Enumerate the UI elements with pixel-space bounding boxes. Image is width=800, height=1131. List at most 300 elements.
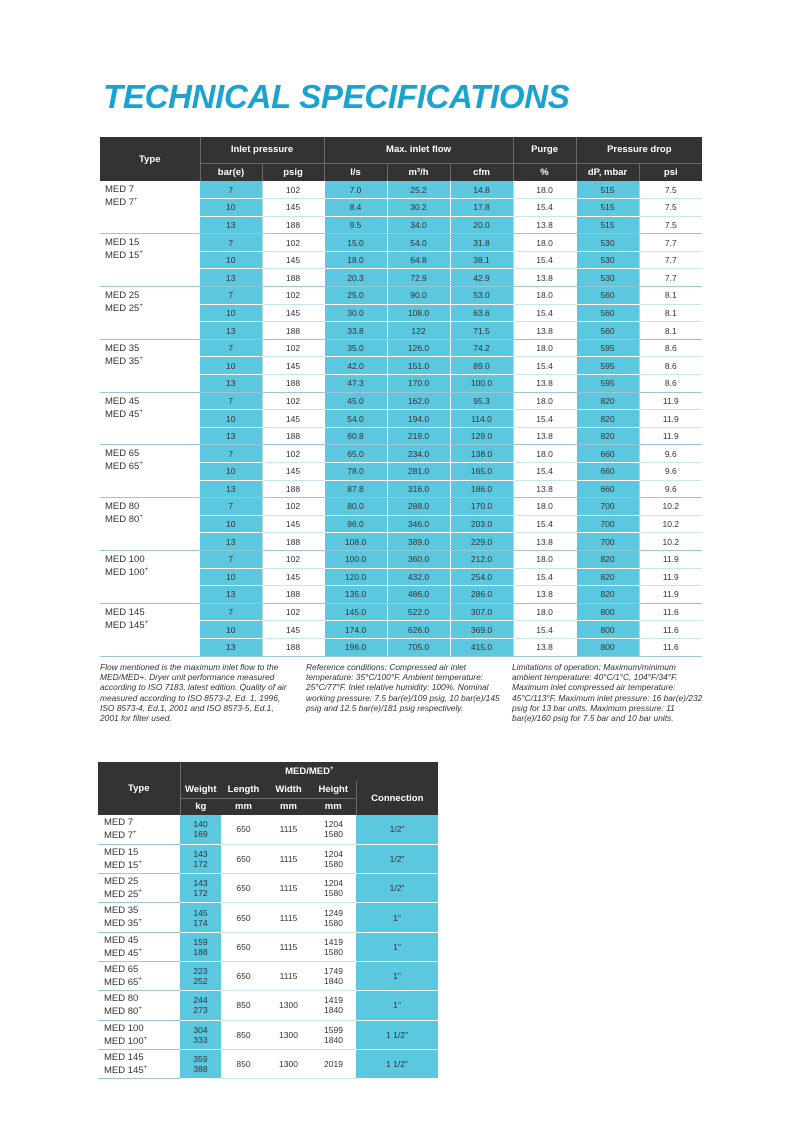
- connection-cell: 1 1/2": [356, 1020, 438, 1049]
- table-cell: 18.0: [513, 287, 576, 305]
- table-cell: 515: [576, 216, 639, 234]
- table-cell: 87.8: [324, 480, 387, 498]
- table-cell: 11.6: [639, 638, 702, 656]
- table-cell: 15.4: [513, 463, 576, 481]
- table-cell: 10: [200, 304, 262, 322]
- table-cell: 47.3: [324, 375, 387, 393]
- table-cell: 254.0: [450, 568, 513, 586]
- unit-header: bar(e): [200, 163, 262, 181]
- table-cell: 145: [262, 304, 324, 322]
- table-cell: 820: [576, 392, 639, 410]
- table-cell: 8.6: [639, 339, 702, 357]
- connection-cell: 1/2": [356, 815, 438, 844]
- table-cell: 8.6: [639, 375, 702, 393]
- table-cell: 102: [262, 181, 324, 199]
- length-cell: 650: [221, 961, 266, 990]
- width-cell: 1115: [266, 932, 311, 961]
- table-cell: 20.3: [324, 269, 387, 287]
- table-cell: 700: [576, 498, 639, 516]
- table-cell: 13.8: [513, 638, 576, 656]
- notes-limitations: Limitations of operation: Maximum/minimum ambient temperature: 40°C/1°C, 104°F/34°F. Maximum inlet compressed air temperature: 45°C/113°F. Maximum inlet pressure: 16 bar(e)/232 psig for 13 bar units. Maximum pressure: 11 bar(e)/160 psig for 7.5 bar and 10 bar units.: [512, 662, 703, 724]
- weight-value: 188: [193, 946, 208, 957]
- table-cell: 13.8: [513, 269, 576, 287]
- table-cell: 17.8: [450, 199, 513, 217]
- table-row: [100, 392, 702, 410]
- table-cell: 515: [576, 199, 639, 217]
- height-cell: [311, 1049, 356, 1078]
- height-value: 1580: [324, 946, 343, 957]
- table-cell: 15.4: [513, 568, 576, 586]
- weight-value: 140: [193, 819, 208, 830]
- model-name: MED 35: [104, 905, 139, 917]
- table-cell: 13: [200, 480, 262, 498]
- table-cell: 18.0: [513, 550, 576, 568]
- model-name: MED 100: [105, 553, 145, 565]
- table-cell: 560: [576, 304, 639, 322]
- table-row: [100, 445, 702, 463]
- table-cell: 7.5: [639, 199, 702, 217]
- unit-header: l/s: [324, 163, 387, 181]
- table-cell: 102: [262, 392, 324, 410]
- table-cell: 100.0: [450, 375, 513, 393]
- model-name: MED 45: [104, 934, 139, 946]
- table-cell: 7: [200, 392, 262, 410]
- model-name-plus: MED 45+: [105, 408, 143, 420]
- model-name: MED 65: [105, 448, 140, 460]
- model-name: MED 15: [105, 237, 140, 249]
- connection-cell: 1/2": [356, 844, 438, 873]
- table-cell: 30.2: [387, 199, 450, 217]
- table-cell: 162.0: [387, 392, 450, 410]
- table-cell: 10: [200, 251, 262, 269]
- table-row: [98, 1049, 438, 1078]
- table-cell: 234.0: [387, 445, 450, 463]
- table-cell: 8.6: [639, 357, 702, 375]
- model-name-plus: MED 35+: [104, 918, 142, 930]
- table-cell: 145: [262, 357, 324, 375]
- model-name: MED 25: [104, 876, 139, 888]
- table-cell: 95.3: [450, 392, 513, 410]
- table-cell: 114.0: [450, 410, 513, 428]
- type-cell: [100, 234, 200, 287]
- table-cell: 10: [200, 410, 262, 428]
- table-cell: 7.7: [639, 234, 702, 252]
- table-cell: 90.0: [387, 287, 450, 305]
- table-cell: 102: [262, 498, 324, 516]
- table-cell: 10: [200, 621, 262, 639]
- height-cell: [311, 874, 356, 903]
- table-cell: 800: [576, 638, 639, 656]
- table-cell: 10.2: [639, 515, 702, 533]
- table-cell: 700: [576, 533, 639, 551]
- table-cell: 316.0: [387, 480, 450, 498]
- table-cell: 9.6: [639, 445, 702, 463]
- table-cell: 65.0: [324, 445, 387, 463]
- length-cell: 650: [221, 844, 266, 873]
- width-cell: 1115: [266, 874, 311, 903]
- unit-header: mm: [266, 798, 311, 815]
- model-name: MED 80: [104, 993, 139, 1005]
- table-cell: 13.8: [513, 322, 576, 340]
- table-cell: 145: [262, 463, 324, 481]
- model-name-plus: MED 7+: [105, 197, 138, 209]
- type-cell: [98, 874, 180, 903]
- table-cell: 186.0: [450, 480, 513, 498]
- table-cell: 11.9: [639, 550, 702, 568]
- table-cell: 7: [200, 550, 262, 568]
- table-cell: 7: [200, 603, 262, 621]
- table-cell: 165.0: [450, 463, 513, 481]
- height-cell: [311, 1020, 356, 1049]
- table-cell: 18.0: [513, 339, 576, 357]
- model-name: MED 80: [105, 501, 140, 513]
- table-cell: 7.7: [639, 269, 702, 287]
- model-name-plus: MED 65+: [104, 977, 142, 989]
- table-cell: 13.8: [513, 480, 576, 498]
- table-cell: 18.0: [513, 181, 576, 199]
- height-value: 2019: [324, 1059, 343, 1070]
- type-cell: [98, 961, 180, 990]
- table-cell: 10: [200, 568, 262, 586]
- table-cell: 13.8: [513, 427, 576, 445]
- table-cell: 35.0: [324, 339, 387, 357]
- table-cell: 7: [200, 287, 262, 305]
- type-cell: [100, 445, 200, 498]
- table-cell: 8.1: [639, 287, 702, 305]
- weight-value: 388: [193, 1064, 208, 1075]
- purge-header: Purge: [513, 137, 576, 163]
- table-cell: 8.1: [639, 322, 702, 340]
- table-cell: 820: [576, 586, 639, 604]
- table-cell: 31.8: [450, 234, 513, 252]
- height-value: 1419: [324, 995, 343, 1006]
- table-cell: 13: [200, 375, 262, 393]
- height-value: 1204: [324, 848, 343, 859]
- weight-value: 172: [193, 858, 208, 869]
- weight-value: 174: [193, 917, 208, 928]
- table-cell: 7.0: [324, 181, 387, 199]
- weight-value: 304: [193, 1024, 208, 1035]
- table-cell: 15.4: [513, 304, 576, 322]
- table-cell: 11.9: [639, 586, 702, 604]
- notes-reference-conditions: Reference conditions: Compressed air inlet temperature: 35°C/100°F. Ambient temperature: 25°C/77°F. Inlet relative humidity: 100%. Nominal working pressure: 7.5 bar(e)/109 psig, 10 bar(e)/145 psig and 12.5 bar(e)/181 psig respectively.: [306, 662, 500, 713]
- inlet-pressure-header: Inlet pressure: [200, 137, 324, 163]
- table-cell: 151.0: [387, 357, 450, 375]
- width-cell: 1115: [266, 903, 311, 932]
- connection-cell: 1": [356, 961, 438, 990]
- table-cell: 78.0: [324, 463, 387, 481]
- type-header: Type: [98, 762, 180, 815]
- table-row: [98, 932, 438, 961]
- table-cell: 60.8: [324, 427, 387, 445]
- type-cell: [98, 932, 180, 961]
- model-name: MED 25: [105, 290, 140, 302]
- length-cell: 650: [221, 815, 266, 844]
- med-group-header: MED/MED+: [180, 762, 438, 781]
- model-name: MED 145: [104, 1051, 144, 1063]
- table-cell: 286.0: [450, 586, 513, 604]
- model-name: MED 45: [105, 395, 140, 407]
- table-cell: 10.2: [639, 498, 702, 516]
- type-cell: [100, 287, 200, 340]
- table-cell: 145: [262, 568, 324, 586]
- height-header: Height: [311, 781, 356, 798]
- width-cell: 1115: [266, 815, 311, 844]
- table-cell: 18.0: [513, 498, 576, 516]
- table-cell: 188: [262, 269, 324, 287]
- table-cell: 145: [262, 515, 324, 533]
- table-cell: 34.0: [387, 216, 450, 234]
- table-cell: 203.0: [450, 515, 513, 533]
- width-cell: 1115: [266, 844, 311, 873]
- table-cell: 170.0: [450, 498, 513, 516]
- type-cell: [98, 903, 180, 932]
- unit-header: kg: [180, 798, 221, 815]
- table-cell: 595: [576, 339, 639, 357]
- table-cell: 145: [262, 199, 324, 217]
- connection-cell: 1 1/2": [356, 1049, 438, 1078]
- table-cell: 7.5: [639, 216, 702, 234]
- unit-header: %: [513, 163, 576, 181]
- table-cell: 9.6: [639, 480, 702, 498]
- dimensions-table: [98, 762, 438, 1079]
- table-cell: 102: [262, 287, 324, 305]
- weight-value: 143: [193, 848, 208, 859]
- table-cell: 54.0: [387, 234, 450, 252]
- pressure-drop-header: Pressure drop: [576, 137, 702, 163]
- table-cell: 530: [576, 251, 639, 269]
- table-cell: 102: [262, 445, 324, 463]
- table-cell: 11.6: [639, 603, 702, 621]
- width-cell: 1115: [266, 961, 311, 990]
- height-value: 1580: [324, 858, 343, 869]
- model-name-plus: MED 80+: [105, 514, 143, 526]
- table-cell: 8.1: [639, 304, 702, 322]
- table-cell: 288.0: [387, 498, 450, 516]
- model-name-plus: MED 65+: [105, 461, 143, 473]
- table-cell: 626.0: [387, 621, 450, 639]
- table-cell: 13: [200, 216, 262, 234]
- table-cell: 10: [200, 199, 262, 217]
- table-cell: 33.8: [324, 322, 387, 340]
- table-cell: 54.0: [324, 410, 387, 428]
- table-cell: 20.0: [450, 216, 513, 234]
- table-cell: 30.0: [324, 304, 387, 322]
- table-cell: 96.0: [324, 515, 387, 533]
- table-row: [100, 498, 702, 516]
- weight-value: 333: [193, 1034, 208, 1045]
- table-cell: 18.0: [513, 392, 576, 410]
- unit-header: m³/h: [387, 163, 450, 181]
- table-cell: 486.0: [387, 586, 450, 604]
- table-cell: 9.6: [639, 463, 702, 481]
- table-cell: 660: [576, 445, 639, 463]
- width-cell: 1300: [266, 991, 311, 1020]
- table-cell: 188: [262, 322, 324, 340]
- table-cell: 595: [576, 357, 639, 375]
- table-cell: 15.4: [513, 199, 576, 217]
- table-cell: 108.0: [324, 533, 387, 551]
- table-cell: 9.5: [324, 216, 387, 234]
- connection-cell: 1": [356, 903, 438, 932]
- table-cell: 15.4: [513, 515, 576, 533]
- weight-value: 145: [193, 907, 208, 918]
- model-name-plus: MED 15+: [105, 250, 143, 262]
- table-cell: 188: [262, 216, 324, 234]
- model-name-plus: MED 145+: [104, 1064, 148, 1077]
- weight-value: 159: [193, 936, 208, 947]
- table-cell: 7: [200, 498, 262, 516]
- table-cell: 13: [200, 427, 262, 445]
- connection-cell: 1/2": [356, 874, 438, 903]
- weight-value: 252: [193, 976, 208, 987]
- table-cell: 18.0: [324, 251, 387, 269]
- unit-header: dP, mbar: [576, 163, 639, 181]
- table-cell: 145: [262, 410, 324, 428]
- height-value: 1204: [324, 819, 343, 830]
- weight-value: 143: [193, 878, 208, 889]
- table-cell: 522.0: [387, 603, 450, 621]
- length-cell: 650: [221, 903, 266, 932]
- height-value: 1840: [324, 1005, 343, 1016]
- table-cell: 360.0: [387, 550, 450, 568]
- weight-cell: [180, 991, 221, 1020]
- table-cell: 7.7: [639, 251, 702, 269]
- table-cell: 229.0: [450, 533, 513, 551]
- table-row: [100, 234, 702, 252]
- table-cell: 530: [576, 269, 639, 287]
- height-cell: [311, 903, 356, 932]
- connection-cell: 1": [356, 991, 438, 1020]
- type-header: Type: [100, 137, 200, 181]
- table-cell: 660: [576, 463, 639, 481]
- type-cell: [98, 815, 180, 844]
- table-cell: 13: [200, 322, 262, 340]
- weight-cell: [180, 1049, 221, 1078]
- table-cell: 10: [200, 463, 262, 481]
- table-row: [98, 815, 438, 844]
- table-cell: 13: [200, 638, 262, 656]
- table-cell: 108.0: [387, 304, 450, 322]
- table-cell: 11.6: [639, 621, 702, 639]
- table-cell: 8.4: [324, 199, 387, 217]
- table-row: [100, 550, 702, 568]
- table-cell: 346.0: [387, 515, 450, 533]
- table-cell: 42.0: [324, 357, 387, 375]
- model-name-plus: MED 25+: [104, 889, 142, 901]
- type-cell: [100, 392, 200, 445]
- weight-cell: [180, 1020, 221, 1049]
- height-value: 1204: [324, 878, 343, 889]
- table-cell: 13.8: [513, 586, 576, 604]
- table-cell: 11.9: [639, 410, 702, 428]
- table-cell: 72.9: [387, 269, 450, 287]
- weight-value: 273: [193, 1005, 208, 1016]
- table-cell: 7: [200, 234, 262, 252]
- height-value: 1249: [324, 907, 343, 918]
- table-cell: 212.0: [450, 550, 513, 568]
- table-cell: 74.2: [450, 339, 513, 357]
- weight-value: 244: [193, 995, 208, 1006]
- table-cell: 11.9: [639, 392, 702, 410]
- table-cell: 15.4: [513, 357, 576, 375]
- table-cell: 38.1: [450, 251, 513, 269]
- table-cell: 122: [387, 322, 450, 340]
- table-cell: 194.0: [387, 410, 450, 428]
- table-cell: 120.0: [324, 568, 387, 586]
- notes-flow: Flow mentioned is the maximum inlet flow to the MED/MED+. Dryer unit performance measured according to ISO 7183, latest edition. Quality of air measured according to ISO 8573-2, Ed. 1, 1996, ISO 8573-4, Ed.1, 2001 and ISO 8573-5, Ed.1, 2001 for filter used.: [100, 662, 287, 724]
- table-cell: 138.0: [450, 445, 513, 463]
- height-cell: [311, 844, 356, 873]
- model-name: MED 35: [105, 342, 140, 354]
- length-header: Length: [221, 781, 266, 798]
- model-name: MED 100: [104, 1022, 144, 1034]
- table-cell: 219.0: [387, 427, 450, 445]
- table-cell: 15.4: [513, 621, 576, 639]
- table-cell: 560: [576, 287, 639, 305]
- table-cell: 13: [200, 269, 262, 287]
- height-value: 1599: [324, 1024, 343, 1035]
- table-cell: 820: [576, 568, 639, 586]
- table-cell: 281.0: [387, 463, 450, 481]
- length-cell: 650: [221, 932, 266, 961]
- table-cell: 820: [576, 410, 639, 428]
- table-cell: 13: [200, 586, 262, 604]
- connection-cell: 1": [356, 932, 438, 961]
- type-cell: [98, 1049, 180, 1078]
- table-cell: 800: [576, 621, 639, 639]
- model-name-plus: MED 45+: [104, 947, 142, 959]
- model-name-plus: MED 7+: [104, 830, 137, 842]
- table-cell: 18.0: [513, 234, 576, 252]
- height-value: 1580: [324, 917, 343, 928]
- table-cell: 705.0: [387, 638, 450, 656]
- table-row: [98, 903, 438, 932]
- table-cell: 820: [576, 550, 639, 568]
- table-cell: 102: [262, 603, 324, 621]
- table-cell: 7.5: [639, 181, 702, 199]
- table-cell: 145: [262, 251, 324, 269]
- table-cell: 188: [262, 480, 324, 498]
- connection-header: Connection: [356, 781, 438, 815]
- table-cell: 530: [576, 234, 639, 252]
- table-cell: 53.0: [450, 287, 513, 305]
- length-cell: 850: [221, 1049, 266, 1078]
- table-cell: 11.9: [639, 427, 702, 445]
- model-name-plus: MED 25+: [105, 303, 143, 315]
- length-cell: 850: [221, 991, 266, 1020]
- model-name-plus: MED 35+: [105, 355, 143, 367]
- unit-header: mm: [221, 798, 266, 815]
- weight-cell: [180, 903, 221, 932]
- table-cell: 700: [576, 515, 639, 533]
- height-cell: [311, 932, 356, 961]
- table-cell: 188: [262, 638, 324, 656]
- table-cell: 15.4: [513, 251, 576, 269]
- weight-cell: [180, 815, 221, 844]
- type-cell: [98, 844, 180, 873]
- table-cell: 415.0: [450, 638, 513, 656]
- table-cell: 7: [200, 445, 262, 463]
- height-value: 1749: [324, 966, 343, 977]
- table-cell: 369.0: [450, 621, 513, 639]
- weight-header: Weight: [180, 781, 221, 798]
- table-cell: 307.0: [450, 603, 513, 621]
- table-row: [98, 991, 438, 1020]
- height-value: 1840: [324, 1034, 343, 1045]
- unit-header: psi: [639, 163, 702, 181]
- performance-table: [100, 137, 702, 657]
